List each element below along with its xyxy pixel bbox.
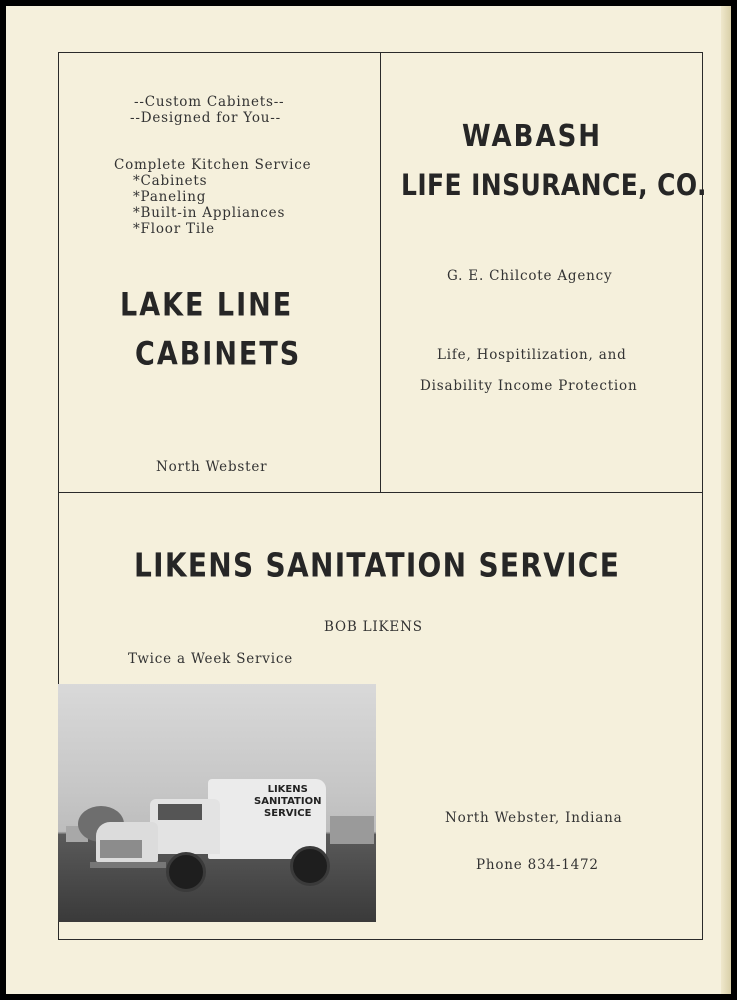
coverage-line-2: Disability Income Protection	[420, 378, 638, 394]
phone-number: Phone 834-1472	[476, 857, 599, 873]
vertical-divider	[380, 52, 381, 493]
page-edge	[721, 6, 731, 994]
owner-name: BOB LIKENS	[324, 619, 423, 635]
insurance-name-line-2: LIFE INSURANCE, CO.	[401, 168, 707, 203]
yearbook-ad-page	[6, 6, 731, 994]
service-item: *Built-in Appliances	[133, 205, 286, 221]
company-name-line-2: CABINETS	[135, 336, 302, 373]
insurance-name-line-1: WABASH	[462, 119, 603, 155]
service-item: *Floor Tile	[133, 221, 215, 237]
location: North Webster	[156, 459, 268, 475]
service-item: *Cabinets	[133, 173, 208, 189]
slogan-line-1: --Custom Cabinets--	[134, 94, 285, 110]
agency-name: G. E. Chilcote Agency	[447, 268, 613, 284]
sanitation-name: LIKENS SANITATION SERVICE	[134, 546, 621, 585]
slogan-line-2: --Designed for You--	[130, 110, 281, 126]
location: North Webster, Indiana	[445, 810, 623, 826]
service-item: *Paneling	[133, 189, 207, 205]
garbage-truck-photo	[58, 684, 376, 922]
company-name-line-1: LAKE LINE	[120, 287, 294, 324]
coverage-line-1: Life, Hospitilization, and	[437, 347, 627, 363]
service-heading: Complete Kitchen Service	[114, 157, 312, 173]
service-schedule: Twice a Week Service	[128, 651, 293, 667]
truck-sign: LIKENS SANITATION SERVICE	[254, 784, 322, 819]
